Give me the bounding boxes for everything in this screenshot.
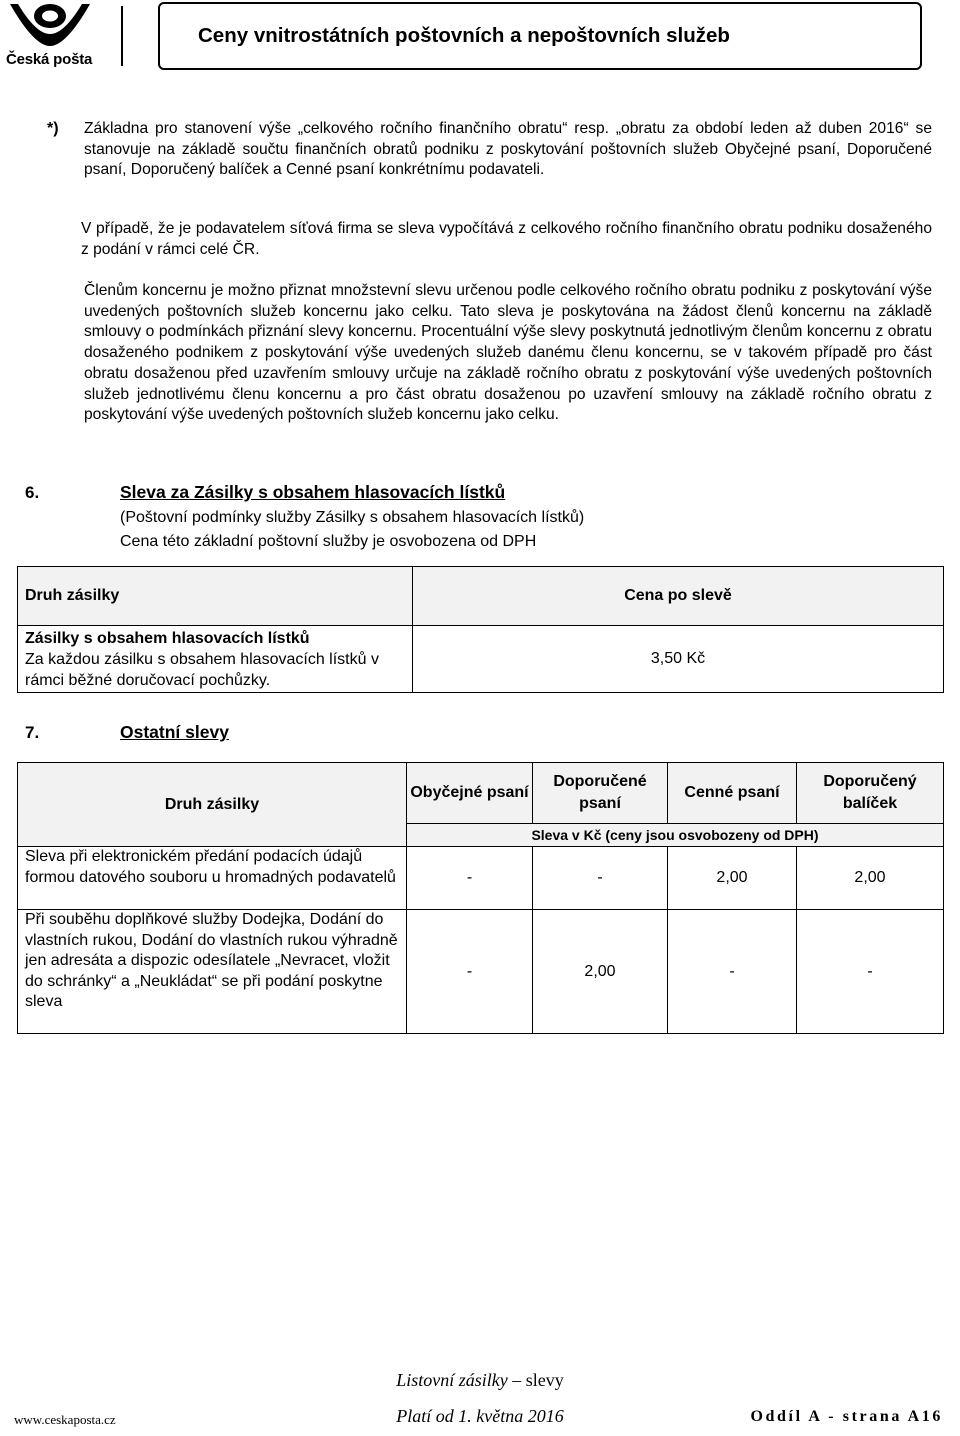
- row-label: Sleva při elektronickém předání podacích údajů formou datového souboru u hromadných podavatelů: [18, 847, 407, 910]
- row-cell-type: [18, 626, 413, 693]
- logo-text: Česká pošta: [6, 51, 93, 68]
- col-header-registered-parcel: Doporučený balíček: [797, 763, 944, 824]
- discount-unit-note: Sleva v Kč (ceny jsou osvobozeny od DPH): [407, 824, 944, 847]
- row-label: Při souběhu doplňkové služby Dodejka, Dodání do vlastních rukou, Dodání do vlastních rukou výhradně jen adresáta a dispozic odesílatele „Nevracet, vložit do schránky“ a „Neukládat“ se při podání poskytne sleva: [18, 910, 407, 1034]
- row-value: -: [797, 910, 944, 1034]
- row-value: 2,00: [797, 847, 944, 910]
- col-header-ordinary-letter: Obyčejné psaní: [407, 763, 533, 824]
- footer-page-ref: Oddíl A - strana A16: [750, 1408, 943, 1425]
- table-row: [18, 910, 944, 1034]
- table-header-row: [18, 763, 944, 824]
- col-header-insured-letter: Cenné psaní: [668, 763, 797, 824]
- section-7-number: 7.: [25, 723, 40, 742]
- row-value: -: [407, 910, 533, 1034]
- header-divider: [121, 6, 123, 66]
- section-6-subtitle: (Poštovní podmínky služby Zásilky s obsahem hlasovacích lístků): [120, 509, 585, 526]
- table-row: [18, 626, 944, 693]
- post-horn-icon: [4, 0, 96, 50]
- col-header-price: Cena po slevě: [413, 567, 944, 626]
- row-description: Za každou zásilku s obsahem hlasovacích lístků v rámci běžné doručovací pochůzky.: [25, 651, 379, 689]
- row-value: 2,00: [533, 910, 668, 1034]
- section-7-title: Ostatní slevy: [120, 722, 229, 742]
- col-header-type: Druh zásilky: [18, 763, 407, 847]
- table-row: [18, 847, 944, 910]
- section-6-number: 6.: [25, 483, 40, 502]
- section-6-vat-note: Cena této základní poštovní služby je osvobozena od DPH: [120, 533, 537, 550]
- col-header-registered-letter: Doporučené psaní: [533, 763, 668, 824]
- footer-section-label: Listovní zásilky: [396, 1370, 508, 1390]
- note-paragraph-1: Základna pro stanovení výše „celkového ročního finančního obratu“ resp. „obratu za období leden až duben 2016“ se stanovuje na základě součtu finančních obratů podniku z poskytování poštovních služeb Obyčejné psaní, Doporučené psaní, Doporučený balíček a Cenné psaní konkrétnímu podavateli.: [84, 120, 932, 179]
- row-value: -: [533, 847, 668, 910]
- footer-section-suffix: – slevy: [512, 1370, 564, 1390]
- row-price: 3,50 Kč: [413, 626, 944, 693]
- row-value: -: [668, 910, 797, 1034]
- row-title: Zásilky s obsahem hlasovacích lístků: [25, 630, 310, 647]
- section-6-table: [17, 566, 944, 693]
- footer-url[interactable]: www.ceskaposta.cz: [14, 1412, 116, 1427]
- footer-section-name: [0, 1370, 960, 1391]
- page-title: Ceny vnitrostátních poštovních a nepoštovních služeb: [198, 24, 730, 47]
- header-title-box: [158, 2, 922, 70]
- footnote-marker: *): [47, 120, 59, 137]
- ceska-posta-logo: [4, 0, 104, 70]
- col-header-type: Druh zásilky: [18, 567, 413, 626]
- section-7-table: [17, 762, 944, 1034]
- note-paragraph-3: Členům koncernu je možno přiznat množstevní slevu určenou podle celkového ročního obratu podniku z poskytování výše uvedených poštovních služeb koncernu jako celku. Tato sleva je poskytována na žádost členů koncernu na základě smlouvy o podmínkách přiznání slevy koncernu. Procentuální výše slevy poskytnutá jednotlivým členům koncernu z obratu dosaženého podnikem z poskytování výše uvedených služeb danému členu koncernu, se v takovém případě pro část obratu dosaženou před uzavřením smlouvy určuje na základě ročního obratu z poskytování výše uvedených poštovních služeb jednotlivému členu koncernu a pro část obratu dosaženou po uzavření smlouvy na základě ročního obratu z poskytování výše uvedených poštovních služeb koncernu jako celku.: [84, 282, 932, 424]
- row-value: -: [407, 847, 533, 910]
- footer-valid-from: Platí od 1. května 2016: [396, 1406, 564, 1426]
- table-header-row: [18, 567, 944, 626]
- page-header: [0, 0, 960, 78]
- note-paragraph-2: V případě, že je podavatelem síťová firma se sleva vypočítává z celkového ročního finančního obratu podniku dosaženého z podání v rámci celé ČR.: [81, 220, 932, 258]
- row-value: 2,00: [668, 847, 797, 910]
- section-6-title: Sleva za Zásilky s obsahem hlasovacích lístků: [120, 482, 506, 502]
